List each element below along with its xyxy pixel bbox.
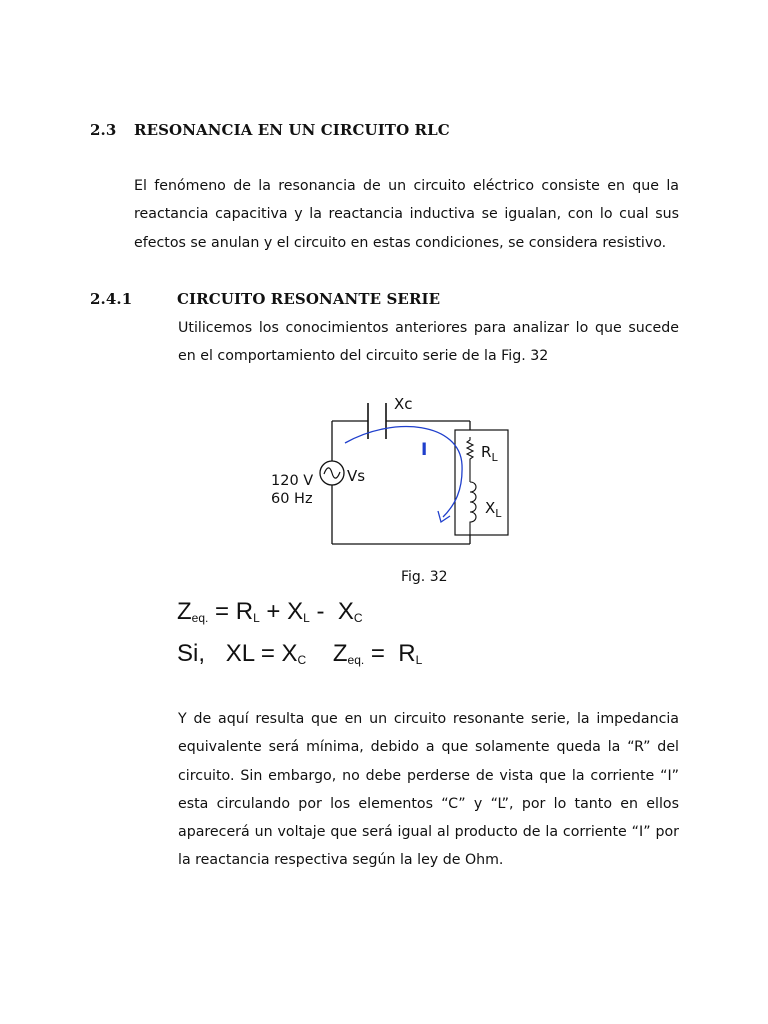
subsection-title: CIRCUITO RESONANTE SERIE (177, 290, 441, 308)
section-number: 2.3 (90, 121, 117, 139)
resistor-label: $R_L$ (481, 443, 498, 464)
source-frequency: 60 Hz (271, 491, 313, 507)
capacitor-label: Xc (394, 395, 413, 413)
section-heading (90, 121, 450, 139)
equation-resonance: Si, XL = $X_C$ $Z_{eq.} = R_L$ (177, 640, 423, 667)
source-label: Vs (347, 467, 366, 485)
ac-source-symbol (320, 461, 344, 485)
inductor-symbol (470, 482, 476, 535)
subsection-number: 2.4.1 (90, 290, 133, 308)
capacitor-symbol (368, 403, 386, 439)
subsection-intro (178, 314, 679, 371)
equation-impedance: $Z_{eq.} = R_L + X_L - X_C$ (177, 598, 363, 625)
section-title: RESONANCIA EN UN CIRCUITO RLC (134, 121, 450, 139)
conclusion-paragraph (178, 705, 679, 875)
figure-caption: Fig. 32 (401, 569, 448, 585)
subsection-heading (90, 290, 441, 308)
subsection-intro-text: Utilicemos los conocimientos anteriores para analizar lo que sucede en el comportamiento del circuito serie de la Fig. 32 (178, 320, 679, 365)
inductor-label: $X_L$ (485, 499, 502, 520)
section-paragraph (134, 172, 679, 257)
conclusion-text: Y de aquí resulta que en un circuito resonante serie, la impedancia equivalente será mínima, debido a que solamente queda la “R” del circuito. Sin embargo, no debe perderse de vista que la corriente “I” esta circulando por los elementos “C” y “L”, por lo tanto en ellos aparecerá un voltaje que será igual al producto de la corriente “I” por la reactancia respectiva según la ley de Ohm. (178, 711, 679, 869)
section-body-text: El fenómeno de la resonancia de un circuito eléctrico consiste en que la reactancia capacitiva y la reactancia inductiva se igualan, con lo cual sus efectos se anulan y el circuito en estas condiciones, se considera resistivo. (134, 178, 679, 251)
source-voltage: 120 V (271, 473, 314, 489)
circuit-diagram (255, 385, 525, 555)
current-label: I (421, 440, 428, 460)
resistor-symbol (467, 437, 473, 482)
